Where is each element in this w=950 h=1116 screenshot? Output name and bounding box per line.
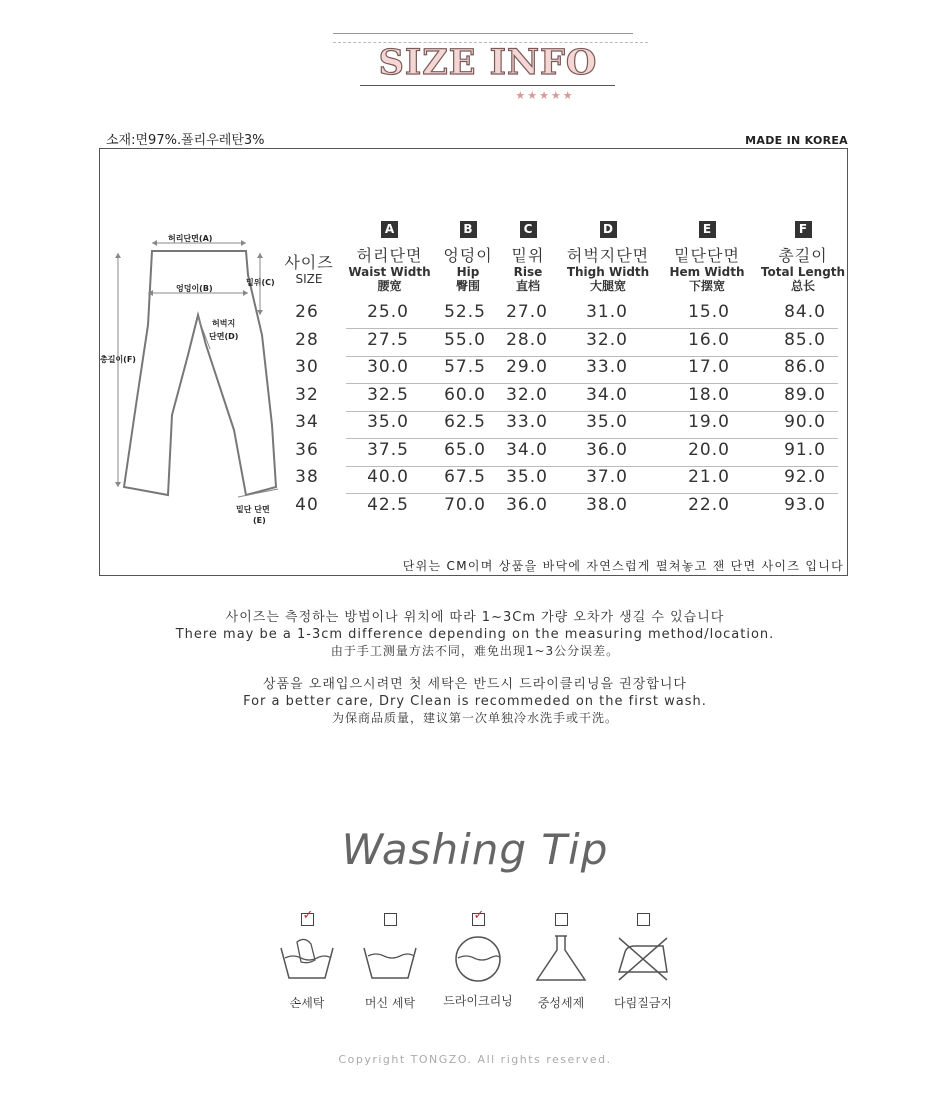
diagram-label-hem-1: 밑단 단면 (236, 505, 270, 514)
table-cell: 70.0 (444, 494, 486, 515)
table-cell: 65.0 (444, 439, 486, 460)
machine-wash-icon (358, 934, 422, 984)
check-mark-icon: ✓ (473, 908, 485, 923)
table-cell: 40.0 (367, 467, 409, 487)
table-cell: 37.0 (586, 467, 628, 487)
diagram-label-thigh-1: 허벅지 (212, 319, 236, 328)
header-rule-bottom (360, 85, 615, 86)
made-in-label: MADE IN KOREA (745, 134, 848, 147)
table-cell: 33.0 (586, 357, 628, 377)
diagram-label-thigh-2: 단면(D) (209, 332, 239, 341)
note-kr-1: 사이즈는 측정하는 방법이나 위치에 따라 1~3Cm 가량 오차가 생길 수 있습니다 (225, 610, 725, 625)
col-header-hem: E 밑단단면 Hem Width 下摆宽 (669, 222, 745, 293)
col-header-length: F 총길이 Total Length 总长 (760, 222, 846, 293)
header-rule-top (333, 33, 633, 34)
table-cell: 92.0 (784, 467, 826, 487)
checkbox-neutral-detergent[interactable] (555, 913, 568, 926)
table-cell: 35.0 (506, 467, 548, 487)
col-header-rise: C 밑위 Rise 直档 (511, 222, 545, 293)
table-cell: 33.0 (506, 412, 548, 432)
table-cell: 90.0 (784, 412, 826, 432)
checkbox-hand-wash[interactable] (301, 908, 314, 926)
hand-wash-icon (275, 934, 339, 984)
page-title: SIZE INFO (378, 42, 598, 83)
table-cell-size: 30 (295, 357, 319, 377)
table-cell: 38.0 (586, 494, 628, 515)
table-cell: 57.5 (444, 357, 486, 377)
table-cell: 27.5 (367, 329, 409, 350)
table-cell: 32.5 (367, 384, 409, 405)
table-cell: 89.0 (784, 384, 826, 405)
table-row (283, 440, 838, 467)
note-en-1: There may be a 1-3cm difference depending on the measuring method/location. (175, 627, 775, 642)
table-cell: 32.0 (506, 384, 548, 405)
table-cell: 42.5 (367, 494, 409, 515)
wash-label-neutral: 중성세제 (537, 996, 585, 1010)
table-row (283, 412, 838, 439)
header-stars: ★★★★★ (515, 89, 575, 102)
wash-item-hand-wash (262, 908, 352, 1011)
table-cell: 19.0 (688, 412, 730, 432)
wash-label-hand: 손세탁 (289, 996, 325, 1010)
table-cell: 60.0 (444, 384, 486, 405)
washing-tip-title: Washing Tip (341, 825, 609, 874)
table-cell-size: 36 (295, 439, 319, 460)
table-cell: 86.0 (784, 357, 826, 377)
table-cell: 29.0 (506, 357, 548, 377)
col-header-thigh: D 허벅지단면 Thigh Width 大腿宽 (566, 222, 650, 293)
note-cn-1: 由于手工测量方法不同，难免出现1~3公分误差。 (330, 644, 620, 658)
table-cell: 32.0 (586, 329, 628, 350)
note-en-2: For a better care, Dry Clean is recommeded on the first wash. (243, 694, 707, 709)
diagram-label-length: 총길이(F) (100, 355, 136, 364)
col-header-waist: A 허리단면 Waist Width 腰宽 (348, 222, 431, 293)
neutral-detergent-icon (529, 932, 593, 984)
wash-label-machine: 머신 세탁 (364, 996, 416, 1010)
table-cell: 35.0 (586, 412, 628, 432)
table-cell: 36.0 (506, 494, 548, 515)
table-cell-size: 28 (295, 329, 319, 350)
table-cell: 34.0 (506, 439, 548, 460)
table-cell: 84.0 (784, 302, 826, 322)
table-cell-size: 26 (295, 302, 319, 322)
table-cell: 20.0 (688, 439, 730, 460)
diagram-label-waist: 허리단면(A) (168, 234, 213, 243)
wash-label-no-iron: 다림질금지 (614, 996, 672, 1010)
table-cell: 55.0 (444, 329, 486, 350)
table-row (283, 330, 838, 357)
col-letter-a: A (381, 221, 398, 238)
table-cell-size: 38 (295, 467, 319, 487)
wash-item-neutral (516, 913, 606, 1011)
pants-outline-icon (100, 225, 290, 525)
unit-note: 단위는 CM이며 상품을 바닥에 자연스럽게 펼쳐놓고 잰 단면 사이즈 입니다 (402, 559, 844, 573)
table-cell: 16.0 (688, 329, 730, 350)
table-cell: 37.5 (367, 439, 409, 460)
col-letter-d: D (600, 221, 617, 238)
checkbox-machine-wash[interactable] (384, 913, 397, 926)
table-cell: 30.0 (367, 357, 409, 377)
table-cell: 25.0 (367, 302, 409, 322)
table-cell: 21.0 (688, 467, 730, 487)
table-cell: 93.0 (784, 494, 826, 515)
table-cell: 62.5 (444, 412, 486, 432)
table-cell: 28.0 (506, 329, 548, 350)
table-row (283, 495, 838, 522)
table-cell-size: 34 (295, 412, 319, 432)
table-cell: 18.0 (688, 384, 730, 405)
checkbox-dry-clean[interactable] (472, 908, 485, 926)
table-cell-size: 32 (295, 384, 319, 405)
dry-clean-icon (446, 932, 510, 982)
table-cell: 67.5 (444, 467, 486, 487)
checkbox-no-iron[interactable] (637, 913, 650, 926)
col-letter-c: C (520, 221, 537, 238)
table-cell: 22.0 (688, 494, 730, 515)
table-cell-size: 40 (295, 494, 319, 515)
table-cell: 85.0 (784, 329, 826, 350)
note-kr-2: 상품을 오래입으시려면 첫 세탁은 반드시 드라이클리닝을 권장합니다 (263, 677, 687, 692)
no-iron-icon (611, 932, 675, 984)
table-cell: 36.0 (586, 439, 628, 460)
wash-item-no-iron (598, 913, 688, 1011)
material-info: 소재:면97%.폴리우레탄3% (106, 133, 265, 148)
col-letter-b: B (460, 221, 477, 238)
table-row (283, 302, 838, 329)
wash-item-dry-clean (433, 908, 523, 1009)
table-cell: 27.0 (506, 302, 548, 322)
diagram-label-rise: 밑위(C) (246, 278, 275, 287)
table-cell: 52.5 (444, 302, 486, 322)
check-mark-icon: ✓ (302, 908, 314, 923)
pants-diagram (100, 225, 290, 525)
note-cn-2: 为保商品质量，建议第一次单独冷水洗手或干洗。 (331, 711, 618, 725)
table-cell: 35.0 (367, 412, 409, 432)
col-header-hip: B 엉덩이 Hip 臀围 (443, 222, 493, 293)
copyright-text: Copyright TONGZO. All rights reserved. (338, 1053, 612, 1066)
col-letter-e: E (699, 221, 716, 238)
table-row (283, 385, 838, 412)
col-header-size: 사이즈 SIZE (284, 253, 334, 286)
table-cell: 17.0 (688, 357, 730, 377)
table-row (283, 467, 838, 494)
table-cell: 91.0 (784, 439, 826, 460)
table-cell: 34.0 (586, 384, 628, 405)
table-row (283, 357, 838, 384)
col-letter-f: F (795, 221, 812, 238)
diagram-label-hip: 엉덩이(B) (176, 284, 213, 293)
wash-item-machine (345, 913, 435, 1011)
table-cell: 15.0 (688, 302, 730, 322)
table-cell: 31.0 (586, 302, 628, 322)
diagram-label-hem-2: (E) (253, 516, 266, 525)
wash-label-dry-clean: 드라이크리닝 (443, 994, 513, 1008)
